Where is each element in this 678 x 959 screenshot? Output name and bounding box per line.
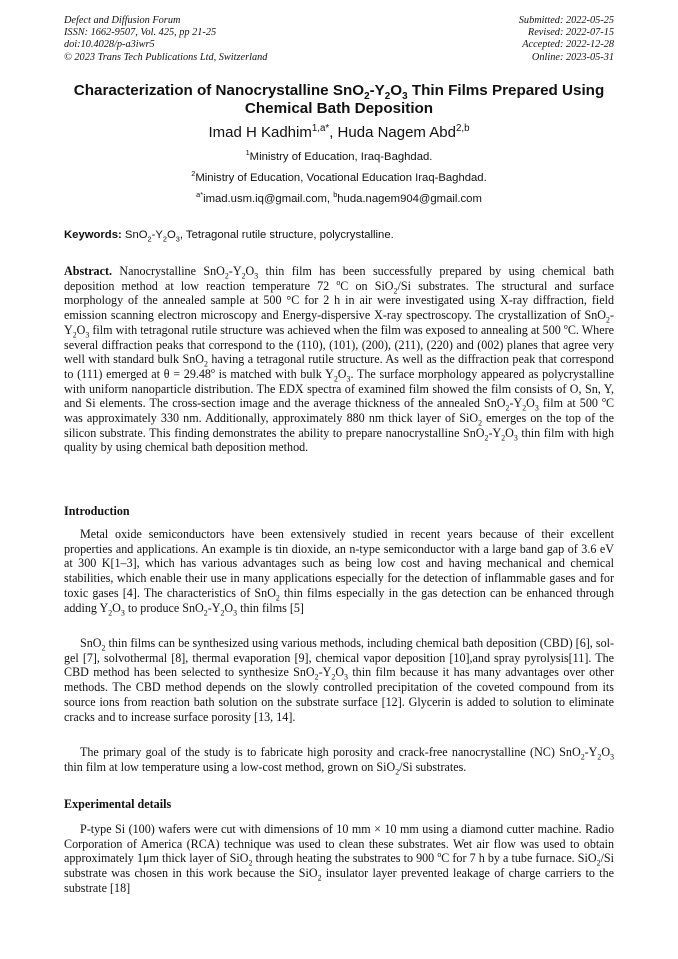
experimental-heading: Experimental details (64, 797, 172, 811)
accepted-date: Accepted: 2022-12-28 (522, 39, 614, 51)
revised-date: Revised: 2022-07-15 (527, 27, 614, 39)
journal-header-right (519, 15, 614, 64)
affiliation-2: $^2$Ministry of Education, Vocational Education Iraq-Baghdad. (191, 169, 487, 184)
author-1: Imad H Kadhim (208, 124, 312, 141)
issn: ISSN: 1662-9507, Vol. 425, pp 21-25 (64, 27, 217, 39)
journal-name: Defect and Diffusion Forum (64, 15, 181, 26)
doi: doi:10.4028/p-a3iwr5 (64, 39, 155, 51)
abstract: Abstract. Nanocrystalline $SnO_2-Y_2O_3$ thin film has been successfully prepared by using chemical bath deposition method at low reaction temperature 72 $^o$C on SiO$_2$/Si substrates. The structural and surface morphology of the annealed sample at 500 °C for 2 h in air were investigated using X-ray diffraction, field emission scanning electron microscopy and Energy-dispersive X-ray spectroscopy. The crystallization of $SnO_2-Y_2O_3$ film with tetragonal rutile structure was achieved when the film was exposed to annealing at 500 $^o$C. Where several diffraction peaks that correspond to the (110), (101), (200), (211), (220) and (002) planes that agree very well with standard bulk SnO$_2$ having a tetragonal rutile structure. As well as the diffraction peak that correspond to (111) emerged at $\theta = 29.48^o$ is matched with bulk $Y_2O_3$. The surface morphology appeared as polycrystalline with uniform nanoparticle distribution. The EDX spectra of examined film showed the film consists of O, Sn, Y, and Si elements. The cross-section image and the average thickness of the annealed $SnO_2-Y_2O_3$ film at 500 $^o$C was approximately 330 nm. Additionally, approximately 880 nm thick layer of SiO$_2$ emerges on the top of the silicon substrate. This finding demonstrates the ability to prepare nanocrystalline $SnO_2-Y_2O_3$ thin film with high quality by using chemical bath deposition method. (64, 264, 615, 455)
paper-title: Characterization of Nanocrystalline $SnO_2-Y_2O_3$ Thin Films Prepared Using Chemical Bath Deposition (73, 82, 605, 117)
experimental-paragraph-1: P-type Si (100) wafers were cut with dimensions of 10 mm × 10 mm using a diamond cutter machine. Radio Corporation of America (RCA) technique was used to clean these substrates. Wet air flow was used to obtain approximately 1μm thick layer of SiO$_2$ through heating the substrates to 900 $^o$C for 7 h by a tube furnace. SiO$_2$/Si substrate was chosen in this work because the SiO$_2$ insulator layer prevented leakage of charge carriers to the substrate [18] (64, 822, 615, 895)
introduction-paragraph-3: The primary goal of the study is to fabricate high porosity and crack-free nanocrystalline (NC) $SnO_2-Y_2O_3$ thin film at low temperature using a low-cost method, grown on SiO$_2$/Si substrates. (64, 745, 614, 777)
affiliation-1: $^1$Ministry of Education, Iraq-Baghdad. (245, 148, 433, 163)
introduction-paragraph-1: Metal oxide semiconductors have been extensively studied in recent years because of their excellent properties and applications. An example is tin dioxide, an n-type semiconductor with a large band gap of 3.6 eV at 300 K[1–3], which has various advantages such as being low cost and having mechanical and chemical stabilities, which enable their use in many applications especially for the detection of inflammable gases and for toxic gases [4]. The characteristics of SnO$_2$ thin films especially in the gas detection can be enhanced through adding $Y_2O_3$ to produce $SnO_2-Y_2O_3$ thin films [5] (64, 527, 614, 617)
author-emails: $^{a*}$imad.usm.iq@gmail.com, $^b$huda.nagem904@gmail.com (196, 190, 482, 205)
abstract-label: Abstract. (64, 264, 113, 278)
introduction-heading: Introduction (64, 504, 130, 518)
online-date: Online: 2023-05-31 (531, 51, 614, 63)
email-link-b[interactable]: huda.nagem904@gmail.com (337, 193, 482, 205)
author-list: Imad H Kadhim$^{1,a*}$, Huda Nagem Abd$^{2,b}$ (208, 123, 470, 141)
author-2: Huda Nagem Abd (337, 124, 456, 141)
journal-header-left (64, 15, 267, 64)
email-link-a[interactable]: imad.usm.iq@gmail.com, (203, 193, 334, 205)
copyright: © 2023 Trans Tech Publications Ltd, Switzerland (64, 51, 268, 63)
introduction-paragraph-2: SnO$_2$ thin films can be synthesized using various methods, including chemical bath deposition (CBD) [6], sol-gel [7], solvothermal [8], thermal evaporation [9], chemical vapor deposition [10],and spray pyrolysis[11]. The CBD method has been selected to synthesize $SnO_2-Y_2O_3$ thin film because it has many advantages over other methods. The CBD method depends on the slowly controlled precipitation of the coveted compound from its source ions from reaction bath solution on the substrate surface [12]. Glycerin is added to solution to eliminate cracks and to increase surface porosity [13, 14]. (64, 636, 614, 724)
submitted-date: Submitted: 2022-05-25 (518, 15, 614, 26)
keywords: Keywords: $SnO_2-Y_2O_3$, Tetragonal rutile structure, polycrystalline. (64, 229, 394, 244)
keywords-label: Keywords: (64, 229, 122, 241)
